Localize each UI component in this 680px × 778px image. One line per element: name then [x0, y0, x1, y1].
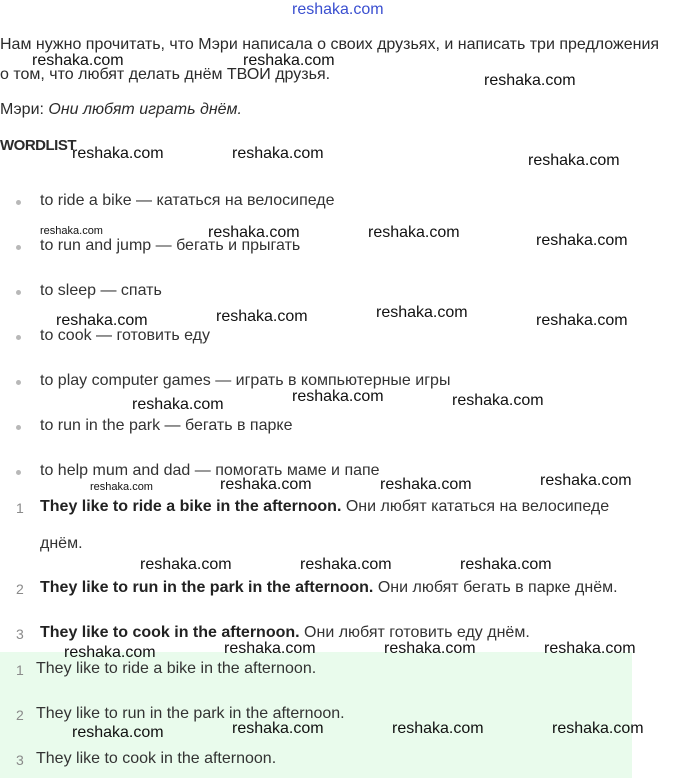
final-number: 1	[16, 662, 24, 678]
watermark: reshaka.com	[208, 224, 300, 241]
watermark: reshaka.com	[32, 52, 124, 69]
wordlist-item-text: to run and jump — бегать и прыгать	[40, 237, 301, 254]
wordlist-item-text: to run in the park — бегать в парке	[40, 417, 293, 434]
watermark: reshaka.com	[216, 308, 308, 325]
watermark: reshaka.com	[232, 720, 324, 737]
wordlist-item-text: to play computer games — играть в компьютерные игры	[40, 372, 451, 389]
watermark: reshaka.com	[376, 304, 468, 321]
final-text: They like to ride a bike in the afternoon.	[36, 660, 317, 677]
answer-russian: Они любят готовить еду днём.	[299, 624, 530, 641]
bullet-icon	[16, 245, 21, 250]
watermark: reshaka.com	[72, 724, 164, 741]
watermark: reshaka.com	[64, 644, 156, 661]
bullet-icon	[16, 470, 21, 475]
watermark: reshaka.com	[384, 640, 476, 657]
wordlist-heading: WORDLIST	[0, 137, 76, 154]
watermark: reshaka.com	[552, 720, 644, 737]
watermark: reshaka.com	[224, 640, 316, 657]
bullet-icon	[16, 380, 21, 385]
bullet-icon	[16, 425, 21, 430]
mary-label: Мэри:	[0, 101, 49, 118]
answer-russian: Они любят кататься на велосипеде	[341, 498, 610, 515]
bullet-icon	[16, 335, 21, 340]
wordlist-item-text: to sleep — спать	[40, 282, 162, 299]
answer-text	[40, 579, 618, 597]
watermark: reshaka.com	[392, 720, 484, 737]
watermark: reshaka.com	[56, 312, 148, 329]
watermark: reshaka.com	[140, 556, 232, 573]
watermark: reshaka.com	[540, 472, 632, 489]
mary-text: Они любят играть днём.	[48, 101, 242, 118]
watermark: reshaka.com	[132, 396, 224, 413]
watermark: reshaka.com	[484, 72, 576, 89]
answer-number: 2	[16, 581, 24, 597]
watermark: reshaka.com	[528, 152, 620, 169]
wordlist-item-text: to ride a bike — кататься на велосипеде	[40, 192, 335, 209]
watermark: reshaka.com	[544, 640, 636, 657]
final-number: 3	[16, 752, 24, 768]
answer-english: They like to run in the park in the afternoon.	[40, 579, 374, 596]
watermark: reshaka.com	[72, 145, 164, 162]
wordlist-item-text: to cook — готовить еду	[40, 327, 210, 344]
watermark: reshaka.com	[460, 556, 552, 573]
final-number: 2	[16, 707, 24, 723]
bullet-icon	[16, 290, 21, 295]
watermark: reshaka.com	[232, 145, 324, 162]
answer-number: 1	[16, 500, 24, 516]
watermark: reshaka.com	[368, 224, 460, 241]
mary-line	[0, 101, 242, 119]
watermark: reshaka.com	[300, 556, 392, 573]
watermark: reshaka.com	[90, 481, 153, 493]
wordlist-item-text: to help mum and dad — помогать маме и папе	[40, 462, 380, 479]
answer-number: 3	[16, 626, 24, 642]
final-text: They like to run in the park in the afternoon.	[36, 705, 345, 722]
watermark: reshaka.com	[536, 232, 628, 249]
watermark: reshaka.com	[380, 476, 472, 493]
bullet-icon	[16, 200, 21, 205]
watermark: reshaka.com	[220, 476, 312, 493]
watermark: reshaka.com	[292, 388, 384, 405]
intro-paragraph: Нам нужно прочитать, что Мэри написала о своих друзьях, и написать три предложения о том, что любят делать днём ТВОИ друзья.	[0, 36, 660, 83]
final-text: They like to cook in the afternoon.	[36, 750, 277, 767]
answer-english: They like to ride a bike in the afternoon.	[40, 498, 342, 515]
site-link[interactable]: reshaka.com	[292, 1, 384, 18]
watermark: reshaka.com	[452, 392, 544, 409]
answer-english: They like to cook in the afternoon.	[40, 624, 300, 641]
answer-russian: Они любят бегать в парке днём.	[373, 579, 618, 596]
answer-text	[40, 498, 609, 516]
watermark: reshaka.com	[40, 225, 103, 237]
watermark: reshaka.com	[243, 52, 335, 69]
watermark: reshaka.com	[536, 312, 628, 329]
answer-continuation: днём.	[40, 535, 83, 552]
